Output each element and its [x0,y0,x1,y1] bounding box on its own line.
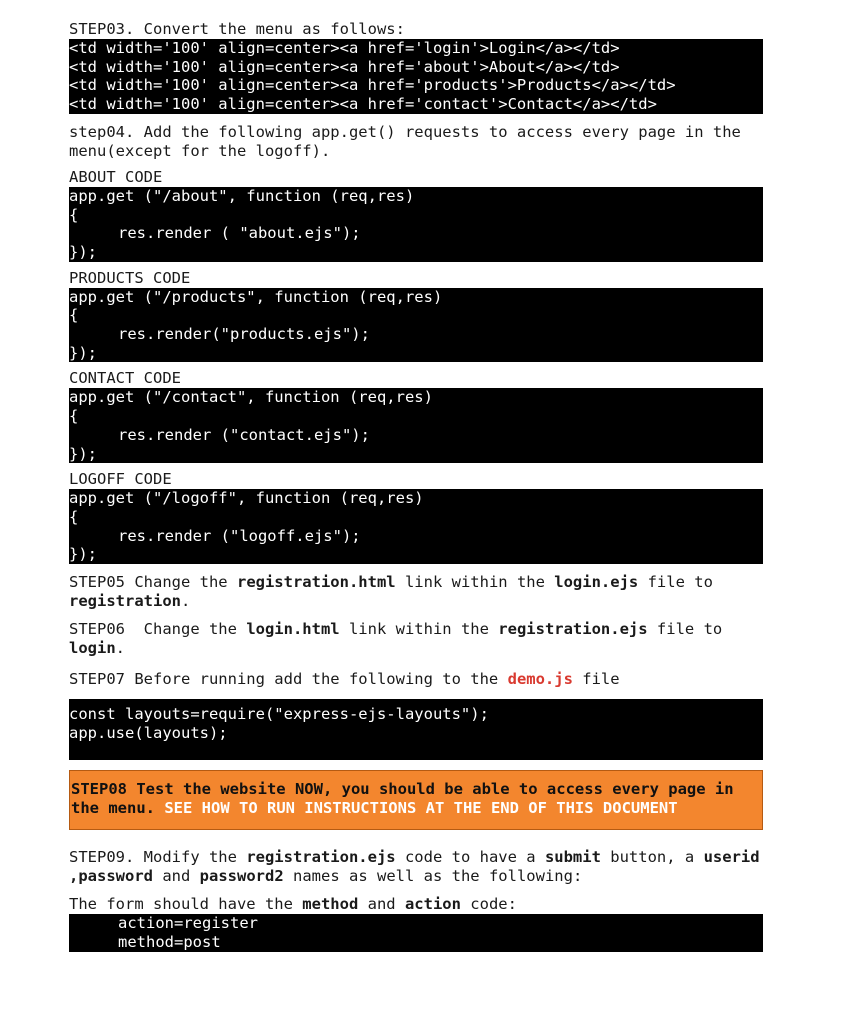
text: . [115,639,126,658]
code-line: app.get ("/about", function (req,res) [69,186,415,205]
text: . [180,592,191,611]
products-code-block [69,288,763,363]
text: STEP07 Before running add the following to the [69,670,508,689]
code-line: <td width='100' align=center><a href='products'>Products</a></td> [69,76,676,95]
code-line: method=post [118,933,221,952]
code-line: res.render ("contact.ejs"); [118,425,370,444]
text: link within the [395,573,555,592]
text: names as well as the following: [283,867,583,886]
code-line: }); [69,545,97,564]
callout-text: STEP08 Test the website NOW, you should be able to access every page in the menu. [71,780,734,817]
bold-text: login.ejs [554,573,639,592]
step05-text [69,573,763,611]
callout-highlight-text: SEE HOW TO RUN INSTRUCTIONS AT THE END OF THIS DOCUMENT [155,798,678,817]
bold-text: submit [544,848,601,867]
code-line: <td width='100' align=center><a href='login'>Login</a></td> [69,39,620,57]
step07-code-block [69,699,763,760]
logoff-code-block [69,489,763,564]
about-code-label: ABOUT CODE [69,167,163,186]
logoff-code-label: LOGOFF CODE [69,470,172,489]
text: STEP06 Change the [69,620,247,639]
bold-text: login.html [246,620,340,639]
text: link within the [339,620,499,639]
bold-text: registration.html [236,573,396,592]
code-line: }); [69,444,97,463]
code-line: <td width='100' align=center><a href='contact'>Contact</a></td> [69,95,657,114]
code-line: <td width='100' align=center><a href='about'>About</a></td> [69,57,620,76]
bold-text: login [69,639,116,658]
code-line: { [69,507,79,526]
text: STEP09. Modify the [69,848,247,867]
code-line: app.get ("/contact", function (req,res) [69,388,433,407]
code-line: action=register [118,914,258,933]
step03-heading: STEP03. Convert the menu as follows: [69,20,405,38]
bold-text: password2 [199,867,284,886]
text: file [572,670,620,689]
text: file to [647,620,741,639]
code-line: app.get ("/products", function (req,res) [69,287,443,306]
code-line: const layouts=require("express-ejs-layouts"); [69,705,489,724]
bold-text: registration.ejs [498,620,648,639]
document-page [69,20,763,952]
code-line: app.get ("/logoff", function (req,res) [69,489,424,508]
step09-code-block [69,914,763,951]
text: button, a [600,848,704,867]
text: file to [638,573,713,592]
contact-code-label: CONTACT CODE [69,369,181,388]
bold-text: userid ,password [69,848,760,886]
bold-text: action [404,895,461,914]
text: and [153,867,200,886]
text: The form should have the [69,895,303,914]
code-line: res.render ("logoff.ejs"); [118,526,361,545]
code-line: { [69,306,79,325]
code-line: { [69,205,79,224]
code-line: res.render("products.ejs"); [118,325,370,344]
contact-code-block [69,388,763,463]
step08-callout [69,770,763,830]
code-line: { [69,407,79,426]
step09-text [69,848,763,886]
step03-code-block [69,39,763,114]
step06-text [69,620,763,658]
code-line: }); [69,343,97,362]
text: and [358,895,405,914]
step07-text [69,670,763,689]
about-code-block [69,187,763,262]
bold-text: registration [69,592,181,611]
text: code: [460,895,517,914]
text: STEP05 Change the [69,573,237,592]
demo-js-filename: demo.js [507,670,573,689]
code-line: res.render ( "about.ejs"); [118,224,361,243]
code-line: }); [69,242,97,261]
text: code to have a [395,848,545,867]
bold-text: registration.ejs [246,848,396,867]
step04-text: step04. Add the following app.get() requests to access every page in the menu(except for the logoff). [69,122,741,160]
code-line: app.use(layouts); [69,723,228,742]
products-code-label: PRODUCTS CODE [69,268,191,287]
bold-text: method [302,895,359,914]
form-attributes-text [69,895,763,914]
